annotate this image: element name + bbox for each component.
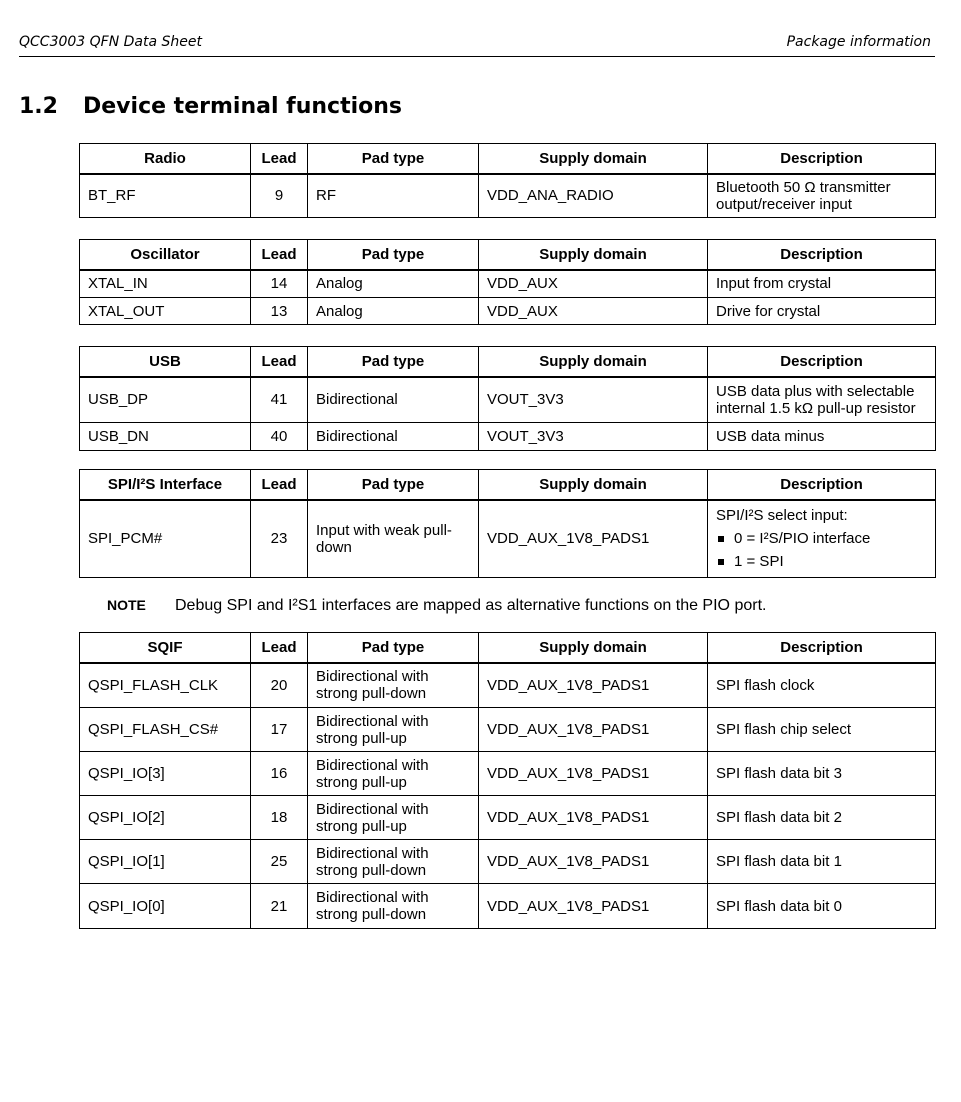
table-row (80, 884, 936, 929)
signal-name-cell: XTAL_OUT (80, 298, 251, 325)
pad-type-cell: Bidirectional with strong pull-up (308, 796, 479, 840)
supply-domain-cell: VDD_AUX_1V8_PADS1 (479, 840, 708, 884)
pad-type-cell: Bidirectional with strong pull-up (308, 752, 479, 796)
signal-name-cell: QSPI_IO[3] (80, 752, 251, 796)
lead-cell: 21 (251, 884, 308, 929)
group-header: SQIF (80, 633, 251, 663)
spi-i2s-terminal-table (79, 469, 936, 578)
group-header: SPI/I²S Interface (80, 470, 251, 500)
supply-domain-cell: VOUT_3V3 (479, 423, 708, 451)
supply-domain-cell: VOUT_3V3 (479, 377, 708, 423)
oscillator-terminal-table (79, 239, 936, 325)
table-row (80, 423, 936, 451)
signal-name-cell: QSPI_IO[0] (80, 884, 251, 929)
description-header: Description (708, 633, 936, 663)
lead-header: Lead (251, 347, 308, 377)
table-row (80, 298, 936, 325)
note-label: NOTE (107, 597, 146, 613)
signal-name-cell: USB_DN (80, 423, 251, 451)
group-header: USB (80, 347, 251, 377)
section-heading (19, 94, 402, 119)
bullet-item: 1 = SPI (716, 553, 927, 570)
description-cell: SPI flash clock (708, 663, 936, 708)
supply-domain-cell: VDD_AUX_1V8_PADS1 (479, 663, 708, 708)
description-cell: USB data minus (708, 423, 936, 451)
description-text: SPI/I²S select input: (716, 507, 848, 525)
signal-name-cell: QSPI_FLASH_CLK (80, 663, 251, 708)
table-row (80, 377, 936, 423)
lead-header: Lead (251, 240, 308, 270)
group-header: Oscillator (80, 240, 251, 270)
supply-domain-cell: VDD_AUX_1V8_PADS1 (479, 796, 708, 840)
note (107, 597, 927, 615)
pad-type-cell: Bidirectional (308, 377, 479, 423)
supply-domain-cell: VDD_AUX_1V8_PADS1 (479, 500, 708, 578)
pad-type-header: Pad type (308, 470, 479, 500)
supply-domain-cell: VDD_AUX (479, 270, 708, 298)
pad-type-cell: Bidirectional with strong pull-down (308, 884, 479, 929)
description-header: Description (708, 240, 936, 270)
description-cell: SPI flash data bit 3 (708, 752, 936, 796)
lead-cell: 18 (251, 796, 308, 840)
chapter-title: Package information (786, 34, 931, 50)
signal-name-cell: QSPI_IO[1] (80, 840, 251, 884)
table-row (80, 796, 936, 840)
group-header: Radio (80, 144, 251, 174)
lead-cell: 23 (251, 500, 308, 578)
lead-cell: 40 (251, 423, 308, 451)
supply-domain-cell: VDD_AUX (479, 298, 708, 325)
signal-name-cell: QSPI_FLASH_CS# (80, 708, 251, 752)
description-cell (708, 500, 936, 578)
supply-domain-cell: VDD_ANA_RADIO (479, 174, 708, 218)
table-row (80, 752, 936, 796)
note-text: Debug SPI and I²S1 interfaces are mapped as alternative functions on the PIO port. (175, 597, 767, 614)
bullet-item: 0 = I²S/PIO interface (716, 530, 927, 547)
signal-name-cell: BT_RF (80, 174, 251, 218)
lead-cell: 25 (251, 840, 308, 884)
supply-domain-cell: VDD_AUX_1V8_PADS1 (479, 752, 708, 796)
supply-domain-header: Supply domain (479, 240, 708, 270)
table-row (80, 500, 936, 578)
description-header: Description (708, 470, 936, 500)
section-title: Device terminal functions (83, 94, 403, 119)
lead-cell: 41 (251, 377, 308, 423)
page-header (19, 34, 935, 57)
pad-type-cell: RF (308, 174, 479, 218)
table-row (80, 663, 936, 708)
description-cell: SPI flash data bit 0 (708, 884, 936, 929)
lead-cell: 9 (251, 174, 308, 218)
signal-name-cell: XTAL_IN (80, 270, 251, 298)
pad-type-header: Pad type (308, 144, 479, 174)
pad-type-cell: Bidirectional with strong pull-down (308, 663, 479, 708)
table-row (80, 270, 936, 298)
table-row (80, 840, 936, 884)
lead-cell: 20 (251, 663, 308, 708)
description-cell: Bluetooth 50 Ω transmitter output/receiver input (708, 174, 936, 218)
pad-type-cell: Bidirectional (308, 423, 479, 451)
radio-terminal-table (79, 143, 936, 218)
signal-name-cell: USB_DP (80, 377, 251, 423)
lead-cell: 13 (251, 298, 308, 325)
supply-domain-header: Supply domain (479, 470, 708, 500)
supply-domain-header: Supply domain (479, 347, 708, 377)
lead-header: Lead (251, 144, 308, 174)
lead-cell: 17 (251, 708, 308, 752)
pad-type-cell: Bidirectional with strong pull-down (308, 840, 479, 884)
section-number: 1.2 (19, 94, 58, 119)
description-cell: Input from crystal (708, 270, 936, 298)
signal-name-cell: SPI_PCM# (80, 500, 251, 578)
lead-cell: 14 (251, 270, 308, 298)
supply-domain-cell: VDD_AUX_1V8_PADS1 (479, 708, 708, 752)
description-cell: SPI flash chip select (708, 708, 936, 752)
lead-cell: 16 (251, 752, 308, 796)
description-cell: SPI flash data bit 2 (708, 796, 936, 840)
supply-domain-header: Supply domain (479, 633, 708, 663)
usb-terminal-table (79, 346, 936, 451)
pad-type-header: Pad type (308, 240, 479, 270)
description-header: Description (708, 347, 936, 377)
pad-type-header: Pad type (308, 633, 479, 663)
pad-type-cell: Analog (308, 298, 479, 325)
description-cell: SPI flash data bit 1 (708, 840, 936, 884)
supply-domain-header: Supply domain (479, 144, 708, 174)
table-row (80, 708, 936, 752)
pad-type-cell: Input with weak pull-down (308, 500, 479, 578)
pad-type-cell: Analog (308, 270, 479, 298)
table-row (80, 174, 936, 218)
document-title: QCC3003 QFN Data Sheet (19, 34, 202, 50)
lead-header: Lead (251, 633, 308, 663)
description-cell: Drive for crystal (708, 298, 936, 325)
pad-type-cell: Bidirectional with strong pull-up (308, 708, 479, 752)
description-bullets (716, 530, 927, 570)
pad-type-header: Pad type (308, 347, 479, 377)
sqif-terminal-table (79, 632, 936, 929)
lead-header: Lead (251, 470, 308, 500)
description-header: Description (708, 144, 936, 174)
description-cell: USB data plus with selectable internal 1.5 kΩ pull-up resistor (708, 377, 936, 423)
signal-name-cell: QSPI_IO[2] (80, 796, 251, 840)
supply-domain-cell: VDD_AUX_1V8_PADS1 (479, 884, 708, 929)
